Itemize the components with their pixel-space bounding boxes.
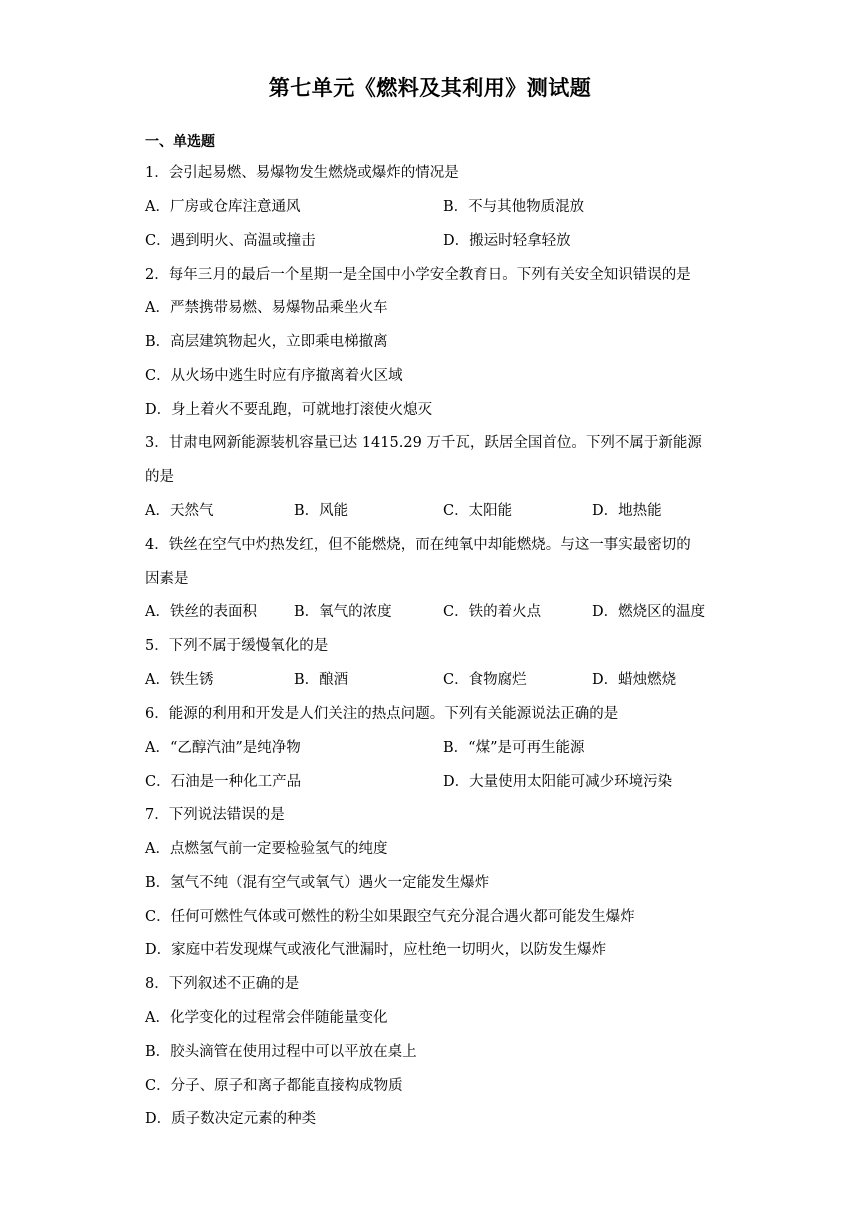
question-7-option-c: C．任何可燃性气体或可燃性的粉尘如果跟空气充分混合遇火都可能发生爆炸 [145,909,635,925]
question-4-stem-line2: 因素是 [145,571,189,587]
question-1-option-c: C．遇到明火、高温或撞击 [145,233,316,249]
question-6-option-d: D．大量使用太阳能可减少环境污染 [443,774,673,790]
question-5-option-a: A．铁生锈 [145,672,214,688]
question-6-option-c: C．石油是一种化工产品 [145,774,302,790]
question-2-option-b: B．高层建筑物起火，立即乘电梯撤离 [145,334,388,350]
question-4-option-a: A．铁丝的表面积 [145,604,257,620]
question-5-option-d: D．蜡烛燃烧 [592,672,677,688]
question-2-option-d: D．身上着火不要乱跑，可就地打滚使火熄灭 [145,402,433,418]
question-1-option-a: A．厂房或仓库注意通风 [145,199,301,215]
question-8-option-b: B．胶头滴管在使用过程中可以平放在桌上 [145,1044,417,1060]
question-1-option-b: B．不与其他物质混放 [443,199,585,215]
question-1-stem: 1．会引起易燃、易爆物发生燃烧或爆炸的情况是 [145,165,459,181]
question-4-option-c: C．铁的着火点 [443,604,542,620]
question-2-option-c: C．从火场中逃生时应有序撤离着火区域 [145,368,403,384]
question-3-stem-line2: 的是 [145,469,174,485]
question-3-option-b: B．风能 [294,503,349,519]
question-3-option-d: D．地热能 [592,503,662,519]
question-7-stem: 7．下列说法错误的是 [145,807,285,823]
question-7-option-a: A．点燃氢气前一定要检验氢气的纯度 [145,841,388,857]
question-8-option-d: D．质子数决定元素的种类 [145,1111,317,1127]
question-5-option-b: B．酿酒 [294,672,349,688]
question-8-option-c: C．分子、原子和离子都能直接构成物质 [145,1078,403,1094]
question-4-stem-line1: 4．铁丝在空气中灼热发红，但不能燃烧，而在纯氧中却能燃烧。与这一事实最密切的 [145,537,691,553]
question-8-stem: 8．下列叙述不正确的是 [145,976,300,992]
question-2-stem: 2．每年三月的最后一个星期一是全国中小学安全教育日。下列有关安全知识错误的是 [145,267,691,283]
question-4-option-d: D．燃烧区的温度 [592,604,706,620]
question-5-stem: 5．下列不属于缓慢氧化的是 [145,638,329,654]
question-5-option-c: C．食物腐烂 [443,672,527,688]
question-6-option-a: A．“乙醇汽油”是纯净物 [145,740,301,756]
question-6-stem: 6．能源的利用和开发是人们关注的热点问题。下列有关能源说法正确的是 [145,706,619,722]
question-3-option-c: C．太阳能 [443,503,513,519]
question-7-option-d: D．家庭中若发现煤气或液化气泄漏时，应杜绝一切明火，以防发生爆炸 [145,942,607,958]
question-3-stem-line1: 3．甘肃电网新能源装机容量已达 1415.29 万千瓦，跃居全国首位。下列不属于新能源 [145,435,702,451]
question-2-option-a: A．严禁携带易燃、易爆物品乘坐火车 [145,300,388,316]
question-7-option-b: B．氢气不纯（混有空气或氧气）遇火一定能发生爆炸 [145,875,490,891]
question-3-option-a: A．天然气 [145,503,214,519]
section-heading: 一、单选题 [145,134,215,150]
question-6-option-b: B．“煤”是可再生能源 [443,740,585,756]
page-title: 第七单元《燃料及其利用》测试题 [268,76,592,100]
question-8-option-a: A．化学变化的过程常会伴随能量变化 [145,1010,388,1026]
question-1-option-d: D．搬运时轻拿轻放 [443,233,571,249]
question-4-option-b: B．氧气的浓度 [294,604,392,620]
